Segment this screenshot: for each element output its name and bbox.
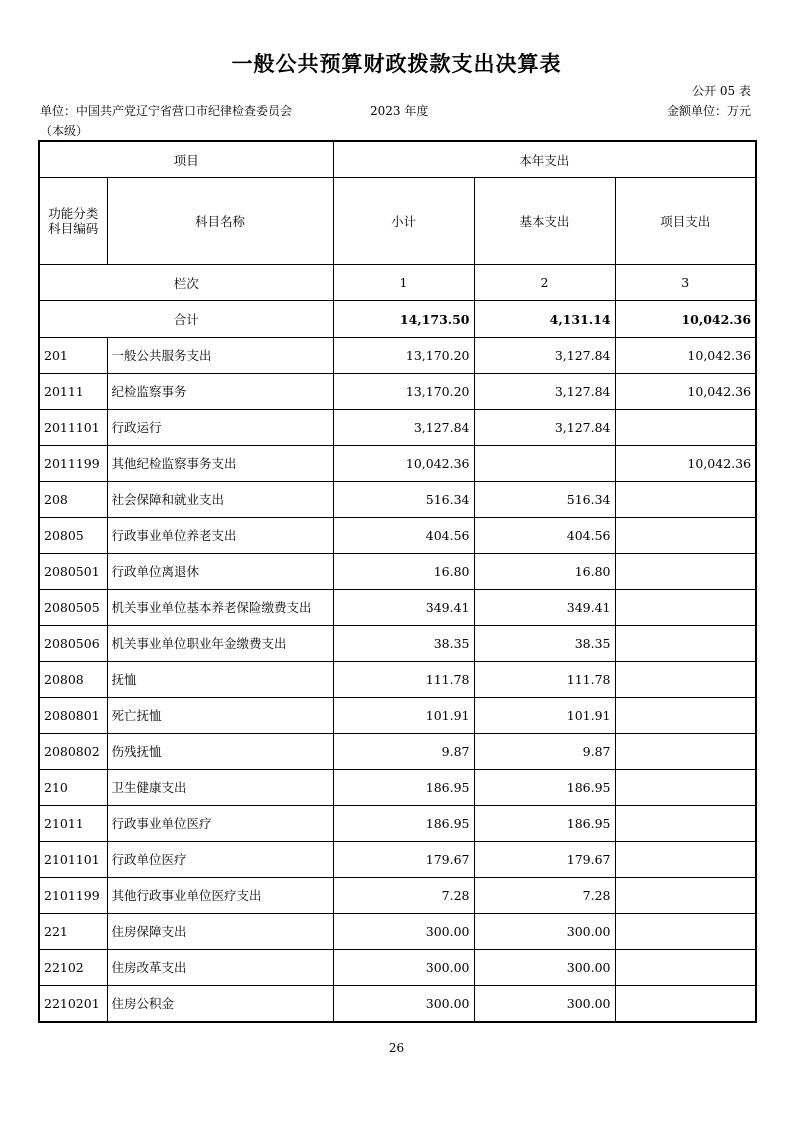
row-name: 行政运行 [107,410,333,446]
unit-name: 单位：中国共产党辽宁省营口市纪律检查委员会 [40,104,293,118]
row-name: 机关事业单位基本养老保险缴费支出 [107,590,333,626]
row-subtotal: 101.91 [333,698,474,734]
row-subtotal: 186.95 [333,806,474,842]
table-row [39,842,756,878]
row-name: 行政事业单位医疗 [107,806,333,842]
table-row [39,446,756,482]
row-project [615,518,756,554]
row-basic: 9.87 [474,734,615,770]
row-subtotal: 13,170.20 [333,374,474,410]
page-title: 一般公共预算财政拨款支出决算表 [231,52,562,76]
table-row [39,482,756,518]
table-row [39,806,756,842]
row-name: 社会保障和就业支出 [107,482,333,518]
row-basic: 111.78 [474,662,615,698]
row-basic: 179.67 [474,842,615,878]
row-code: 2210201 [39,986,107,1023]
header-basic: 基本支出 [474,178,615,265]
row-project: 10,042.36 [615,446,756,482]
row-code: 2011199 [39,446,107,482]
row-project [615,806,756,842]
table-row [39,986,756,1023]
row-subtotal: 516.34 [333,482,474,518]
header-code: 功能分类科目编码 [39,178,107,265]
row-code: 20808 [39,662,107,698]
row-code: 21011 [39,806,107,842]
row-code: 2080506 [39,626,107,662]
header-row-3 [39,265,756,301]
table-row [39,734,756,770]
row-basic: 300.00 [474,950,615,986]
row-project: 10,042.36 [615,338,756,374]
row-name: 其他行政事业单位医疗支出 [107,878,333,914]
row-code: 2080801 [39,698,107,734]
row-basic: 404.56 [474,518,615,554]
row-project [615,554,756,590]
row-name: 住房改革支出 [107,950,333,986]
row-basic: 300.00 [474,914,615,950]
row-project [615,482,756,518]
total-project: 10,042.36 [615,301,756,338]
page-number: 26 [388,1041,405,1055]
row-code: 20805 [39,518,107,554]
row-basic: 16.80 [474,554,615,590]
row-subtotal: 300.00 [333,986,474,1023]
row-project [615,662,756,698]
row-code: 210 [39,770,107,806]
row-subtotal: 404.56 [333,518,474,554]
row-subtotal: 186.95 [333,770,474,806]
header-row-1 [39,141,756,178]
row-name: 行政单位医疗 [107,842,333,878]
row-basic: 7.28 [474,878,615,914]
row-project [615,878,756,914]
header-project-expense: 项目支出 [615,178,756,265]
table-row [39,950,756,986]
column-number-1: 1 [333,265,474,301]
row-code: 20111 [39,374,107,410]
form-number: 公开 05 表 [692,84,751,98]
row-basic: 101.91 [474,698,615,734]
amount-unit: 金额单位：万元 [666,104,751,118]
header-name: 科目名称 [107,178,333,265]
unit-level: （本级） [40,124,89,138]
row-basic: 349.41 [474,590,615,626]
row-project [615,590,756,626]
total-subtotal: 14,173.50 [333,301,474,338]
column-label: 栏次 [39,265,333,301]
row-basic: 3,127.84 [474,338,615,374]
header-subtotal: 小计 [333,178,474,265]
table-row [39,338,756,374]
header-current-year: 本年支出 [333,141,756,178]
row-subtotal: 10,042.36 [333,446,474,482]
row-code: 208 [39,482,107,518]
total-label: 合计 [39,301,333,338]
row-subtotal: 179.67 [333,842,474,878]
row-project [615,914,756,950]
row-project [615,734,756,770]
column-number-3: 3 [615,265,756,301]
row-basic: 3,127.84 [474,374,615,410]
row-project [615,770,756,806]
column-number-2: 2 [474,265,615,301]
row-code: 201 [39,338,107,374]
row-code: 22102 [39,950,107,986]
table-row [39,878,756,914]
row-subtotal: 300.00 [333,914,474,950]
row-subtotal: 349.41 [333,590,474,626]
row-subtotal: 16.80 [333,554,474,590]
row-name: 死亡抚恤 [107,698,333,734]
row-basic: 300.00 [474,986,615,1023]
table-row [39,698,756,734]
row-name: 其他纪检监察事务支出 [107,446,333,482]
row-name: 住房公积金 [107,986,333,1023]
table-row [39,590,756,626]
row-basic: 3,127.84 [474,410,615,446]
row-subtotal: 9.87 [333,734,474,770]
table-row [39,374,756,410]
table-row [39,662,756,698]
total-row [39,301,756,338]
row-subtotal: 7.28 [333,878,474,914]
row-project [615,626,756,662]
row-name: 卫生健康支出 [107,770,333,806]
header-row-2 [39,178,756,265]
header-project: 项目 [39,141,333,178]
row-name: 机关事业单位职业年金缴费支出 [107,626,333,662]
row-project [615,842,756,878]
row-basic: 516.34 [474,482,615,518]
row-code: 2080802 [39,734,107,770]
row-subtotal: 111.78 [333,662,474,698]
row-code: 2011101 [39,410,107,446]
row-project [615,698,756,734]
row-project [615,950,756,986]
table-row [39,770,756,806]
row-name: 伤残抚恤 [107,734,333,770]
row-project [615,986,756,1023]
row-name: 行政事业单位养老支出 [107,518,333,554]
row-name: 一般公共服务支出 [107,338,333,374]
row-basic: 186.95 [474,770,615,806]
row-subtotal: 38.35 [333,626,474,662]
table-row [39,914,756,950]
row-project [615,410,756,446]
row-basic: 38.35 [474,626,615,662]
row-code: 2101101 [39,842,107,878]
row-basic [474,446,615,482]
row-name: 纪检监察事务 [107,374,333,410]
row-code: 221 [39,914,107,950]
fiscal-year: 2023 年度 [370,104,429,118]
row-name: 行政单位离退休 [107,554,333,590]
row-subtotal: 300.00 [333,950,474,986]
row-code: 2101199 [39,878,107,914]
total-basic: 4,131.14 [474,301,615,338]
row-subtotal: 3,127.84 [333,410,474,446]
expenditure-table [38,140,757,1023]
table-row [39,626,756,662]
row-name: 住房保障支出 [107,914,333,950]
row-project: 10,042.36 [615,374,756,410]
row-basic: 186.95 [474,806,615,842]
row-subtotal: 13,170.20 [333,338,474,374]
table-row [39,518,756,554]
table-row [39,554,756,590]
table-row [39,410,756,446]
row-name: 抚恤 [107,662,333,698]
row-code: 2080505 [39,590,107,626]
row-code: 2080501 [39,554,107,590]
